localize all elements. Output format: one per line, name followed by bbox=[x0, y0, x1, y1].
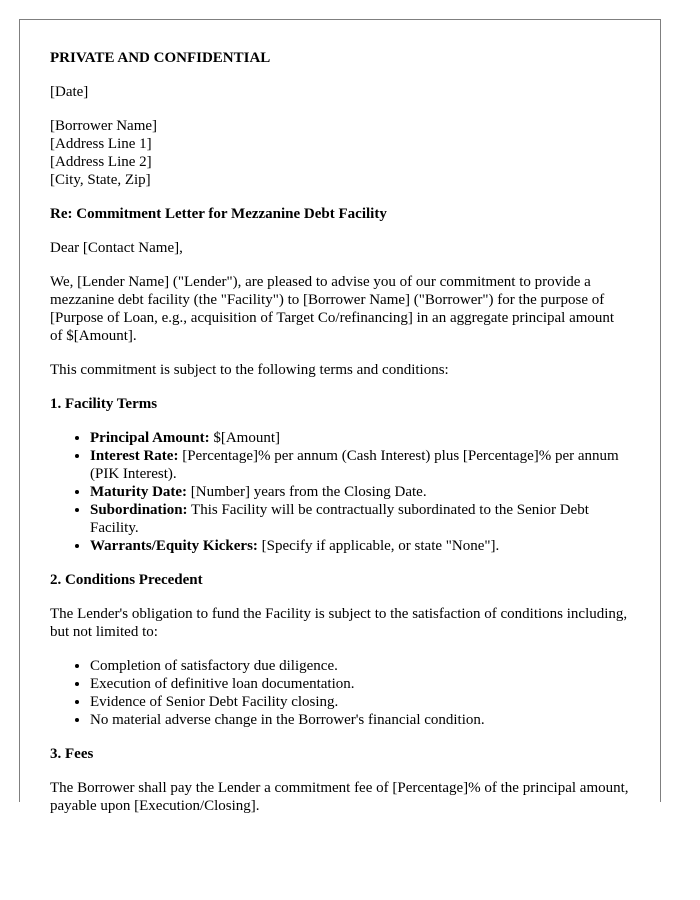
term-value: [Percentage]% per annum (Cash Interest) plus [Percentage]% per annum (PIK Interest). bbox=[90, 448, 619, 482]
list-item bbox=[90, 501, 630, 537]
list-item bbox=[90, 447, 630, 483]
term-label: Interest Rate: bbox=[90, 448, 179, 464]
address-line-name: [Borrower Name] bbox=[50, 118, 158, 134]
address-line-1: [Address Line 1] bbox=[50, 136, 152, 152]
salutation: Dear [Contact Name], bbox=[50, 240, 183, 256]
term-value: [Specify if applicable, or state "None"]. bbox=[257, 538, 500, 554]
letter-date: [Date] bbox=[50, 84, 89, 100]
fees-paragraph: The Borrower shall pay the Lender a commitment fee of [Percentage]% of the principal amount, payable upon [Execution/Closing]. bbox=[50, 780, 629, 814]
term-value: [Number] years from the Closing Date. bbox=[187, 484, 427, 500]
list-item: • Evidence of Senior Debt Facility closing. bbox=[90, 693, 630, 711]
list-item bbox=[90, 537, 630, 555]
conditions-list bbox=[50, 657, 630, 729]
letter-page bbox=[19, 19, 661, 814]
conditions-intro: The Lender's obligation to fund the Facility is subject to the satisfaction of conditions including, but not limited to: bbox=[50, 606, 628, 640]
list-item: • Execution of definitive loan documentation. bbox=[90, 675, 630, 693]
letter-content bbox=[50, 49, 630, 831]
facility-terms-list bbox=[50, 429, 630, 555]
term-label: Subordination: bbox=[90, 502, 188, 518]
confidential-heading: PRIVATE AND CONFIDENTIAL bbox=[50, 50, 271, 66]
intro-paragraph: We, [Lender Name] ("Lender"), are pleased to advise you of our commitment to provide a mezzanine debt facility (the "Facility") to [Borrower Name] ("Borrower") for the purpose of [Purpose of Loan, e.g., acquisition of Target Co/refinancing] in an aggregate principal amount of $[Amount]. bbox=[50, 274, 615, 344]
section-fees-title: 3. Fees bbox=[50, 746, 94, 762]
terms-intro: This commitment is subject to the following terms and conditions: bbox=[50, 362, 449, 378]
section-facility-terms-title: 1. Facility Terms bbox=[50, 396, 158, 412]
term-value: $[Amount] bbox=[209, 430, 281, 446]
list-item bbox=[90, 483, 630, 501]
list-item: • Completion of satisfactory due diligence. bbox=[90, 657, 630, 675]
term-label: Principal Amount: bbox=[90, 430, 210, 446]
address-line-city: [City, State, Zip] bbox=[50, 172, 151, 188]
term-value: This Facility will be contractually subordinated to the Senior Debt Facility. bbox=[90, 502, 589, 536]
address-line-2: [Address Line 2] bbox=[50, 154, 152, 170]
list-item bbox=[90, 429, 630, 447]
section-conditions-title: 2. Conditions Precedent bbox=[50, 572, 203, 588]
list-item: • No material adverse change in the Borrower's financial condition. bbox=[90, 711, 630, 729]
term-label: Warrants/Equity Kickers: bbox=[90, 538, 258, 554]
term-label: Maturity Date: bbox=[90, 484, 188, 500]
borrower-address bbox=[50, 117, 630, 189]
subject-line: Re: Commitment Letter for Mezzanine Debt Facility bbox=[50, 206, 387, 222]
